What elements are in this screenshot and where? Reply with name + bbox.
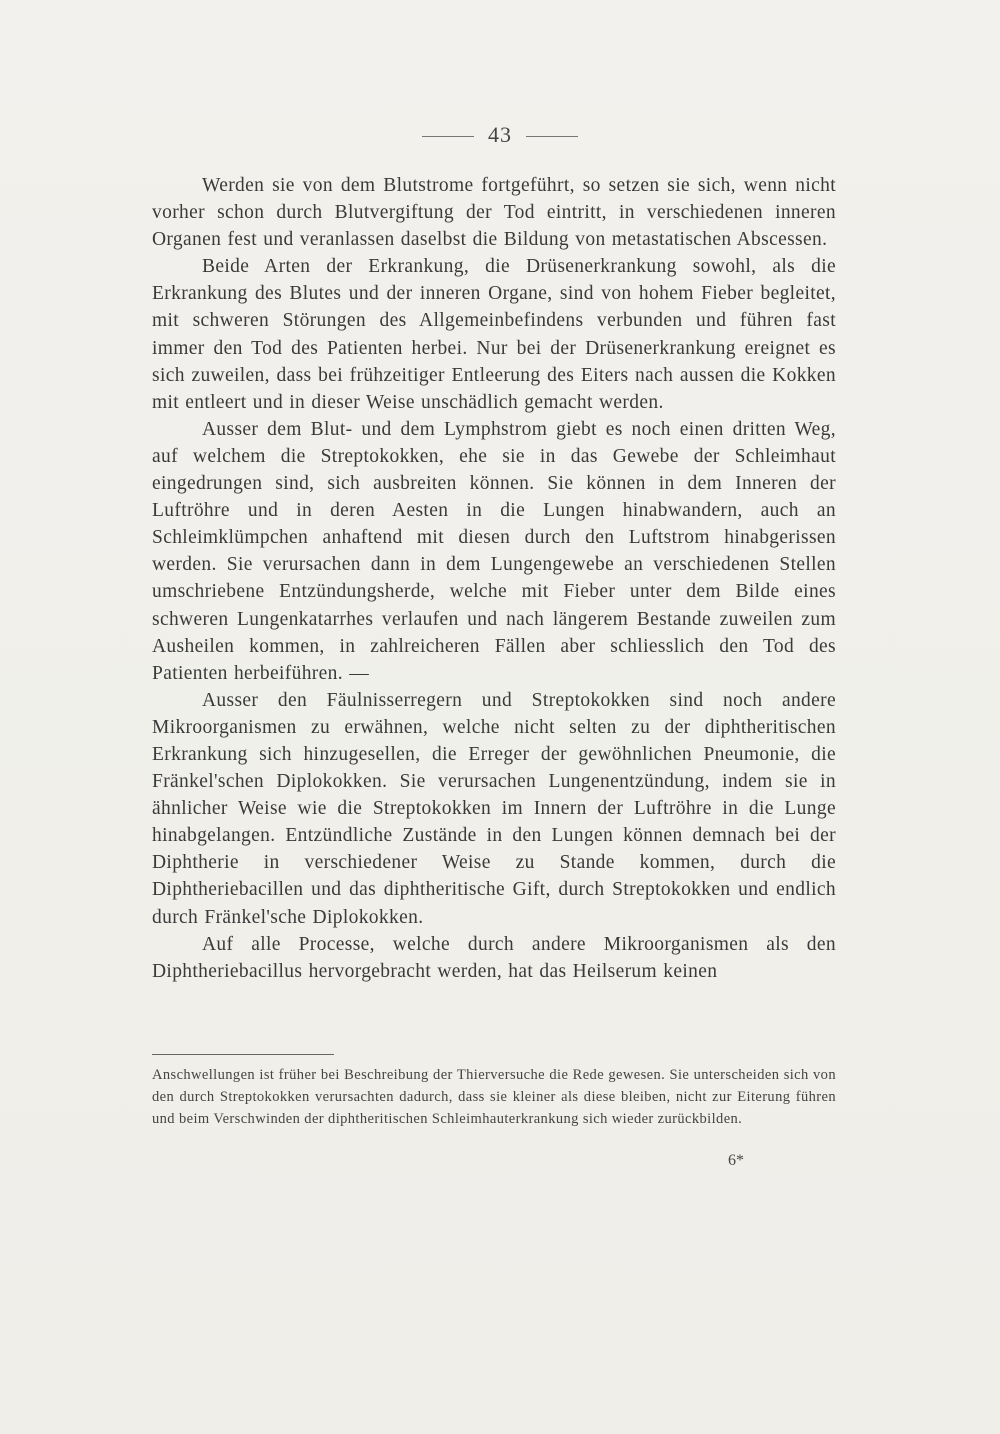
footnote-rule (152, 1054, 334, 1055)
paragraph: Auf alle Processe, welche durch andere Mikroorganismen als den Diphtheriebacillus hervorgebracht werden, hat das Heilserum keinen (152, 933, 836, 982)
paragraph: Beide Arten der Erkrankung, die Drüsenerkrankung sowohl, als die Erkrankung des Blutes und der inneren Organe, sind von hohem Fieber begleitet, mit schweren Störungen des Allgemeinbefindens verbunden und führen fast immer den Tod des Patienten herbei. Nur bei der Drüsenerkrankung ereignet es sich zuweilen, dass bei frühzeitiger Entleerung des Eiters nach aussen die Kokken mit entleert und in dieser Weise unschädlich gemacht werden. (152, 256, 836, 413)
running-header (0, 122, 1000, 148)
paragraph: Ausser den Fäulnisserregern und Streptokokken sind noch andere Mikroorganismen zu erwähnen, welche nicht selten zu der diphtheritischen Erkrankung sich hinzugesellen, die Erreger der gewöhnlichen Pneumonie, die Fränkel'schen Diplokokken. Sie verursachen Lungenentzündung, indem sie in ähnlicher Weise wie die Streptokokken im Innern der Luftröhre in die Lunge hinabgelangen. Entzündliche Zustände in den Lungen können demnach bei der Diphtherie in verschiedener Weise zu Stande kommen, durch die Diphtheriebacillen und das diphtheritische Gift, durch Streptokokken und endlich durch Fränkel'sche Diplokokken. (152, 689, 836, 928)
signature-mark: 6* (728, 1152, 744, 1169)
header-dash-right (526, 136, 578, 137)
header-dash-left (422, 136, 474, 137)
paragraph: Werden sie von dem Blutstrome fortgeführt, so setzen sie sich, wenn nicht vorher schon durch Blutvergiftung der Tod eintritt, in verschiedenen inneren Organen fest und veranlassen daselbst die Bildung von metastatischen Abscessen. (152, 175, 836, 251)
paragraph: Ausser dem Blut- und dem Lymphstrom giebt es noch einen dritten Weg, auf welchem die Streptokokken, ehe sie in das Gewebe der Schleimhaut eingedrungen sind, sich ausbreiten können. Sie können in dem Inneren der Luftröhre und in deren Aesten in die Lungen hinabwandern, auch an Schleimklümpchen anhaftend mit diesen durch den Luftstrom hinabgerissen werden. Sie verursachen dann in dem Lungengewebe an verschiedenen Stellen umschriebene Entzündungsherde, welche mit Fieber unter dem Bilde eines schweren Lungenkatarrhes verlaufen und nach längerem Bestande zuweilen zum Ausheilen kommen, in zahlreicheren Fällen aber schliesslich den Tod des Patienten herbeiführen. — (152, 418, 836, 684)
footnote (152, 1064, 836, 1130)
page-number: 43 (488, 122, 512, 147)
main-text (152, 172, 836, 985)
footnote-text: Anschwellungen ist früher bei Beschreibung der Thierversuche die Rede gewesen. Sie unterscheiden sich von den durch Streptokokken verursachten dadurch, dass sie kleiner als diese bleiben, nicht zur Eiterung führen und beim Verschwinden der diphtheritischen Schleimhauterkrankung sich wieder zurückbilden. (152, 1067, 836, 1127)
